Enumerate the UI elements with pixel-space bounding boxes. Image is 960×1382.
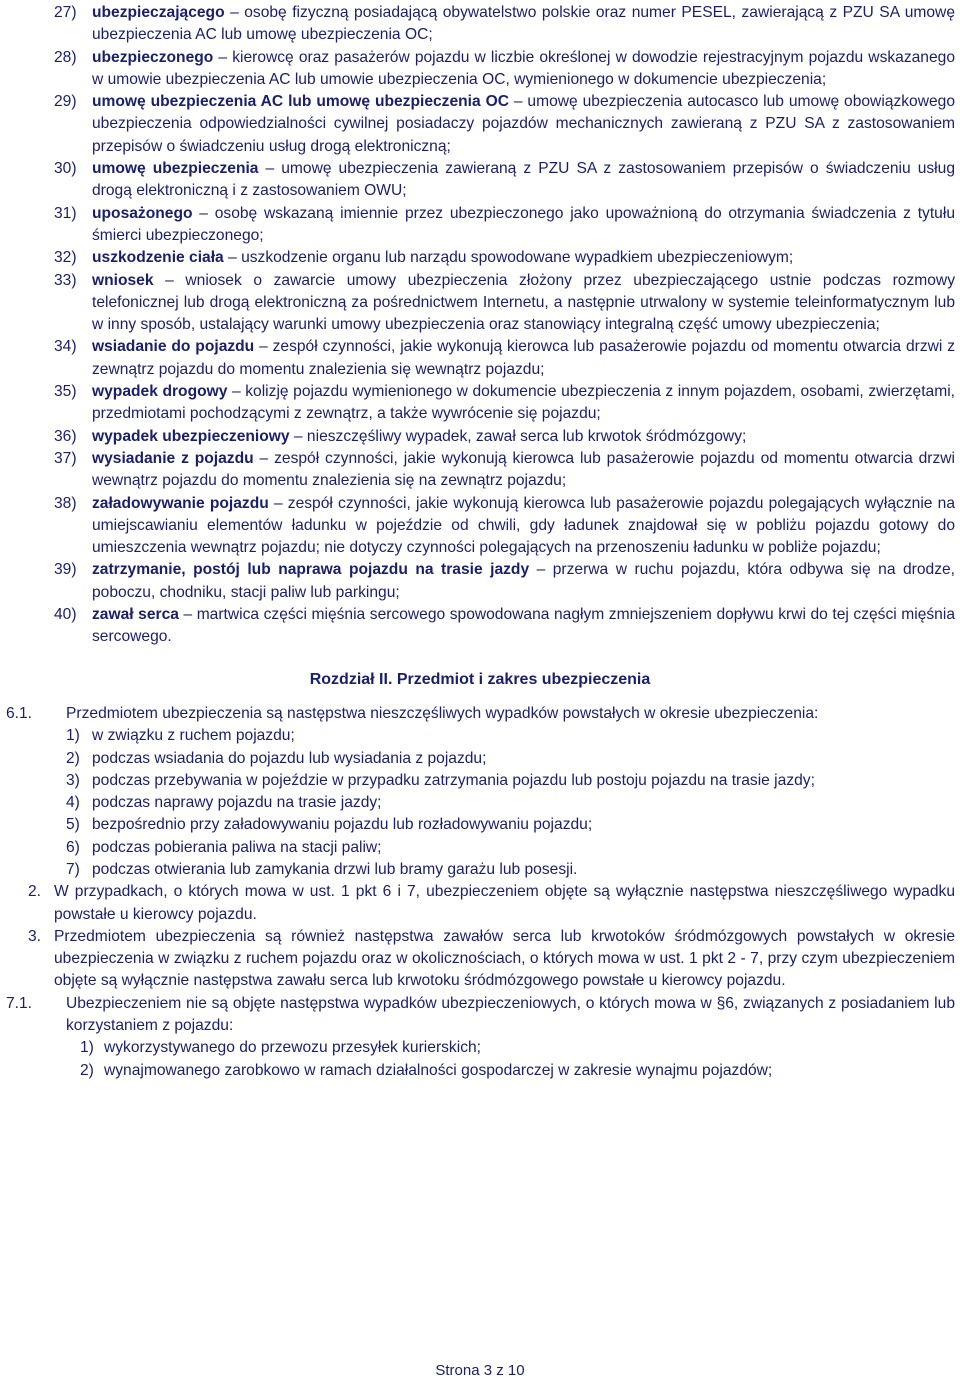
- list-item-text: podczas pobierania paliwa na stacji paliw;: [92, 838, 382, 856]
- definition-text: – osobę fizyczną posiadającą obywatelstwo polskie oraz numer PESEL, zawierającą z PZU SA umowę ubezpieczenia AC lub umowę ubezpieczenia OC;: [92, 4, 955, 44]
- paragraph-6-2: [0, 881, 960, 926]
- definition-term: ubezpieczającego: [92, 4, 225, 21]
- definition-item: [0, 426, 960, 448]
- list-item-text: wynajmowanego zarobkowo w ramach działalności gospodarczej w zakresie wynajmu pojazdów;: [104, 1061, 773, 1079]
- definition-text: – martwica części mięśnia sercowego spowodowana nagłym zmniejszeniem dopływu krwi do tej części mięśnia sercowego.: [92, 606, 955, 646]
- list-item: [0, 859, 960, 881]
- list-item-text: podczas otwierania lub zamykania drzwi lub bramy garażu lub posesji.: [92, 860, 578, 878]
- definition-number: 33): [54, 271, 77, 289]
- definition-text: – kolizję pojazdu wymienionego w dokumencie ubezpieczenia z innym pojazdem, osobami, zwierzętami, przedmiotami pochodzącymi z zewnątrz, a także wywrócenie się pojazdu;: [92, 383, 955, 423]
- definition-item: [0, 381, 960, 426]
- definition-number: 30): [54, 160, 77, 178]
- definition-term: zatrzymanie, postój lub naprawa pojazdu na trasie jazdy: [92, 561, 530, 579]
- list-item: [0, 837, 960, 859]
- definition-term: wniosek: [92, 271, 154, 289]
- paragraph-7-1: [0, 993, 960, 1038]
- definition-text: – zespół czynności, jakie wykonują kierowca lub pasażerowie pojazdu polegających wyłącznie na umiejscawianiu elementów ładunku w pojeździe od chwili, gdy ładunek znajdował się w pobliżu pojazdu gotowy do umieszczenia wewnątrz pojazdu; nie dotyczy czynności polegających na przenoszeniu ładunku w pobliże pojazdu;: [92, 494, 955, 557]
- definition-number: 35): [54, 383, 77, 401]
- definition-number: 40): [54, 606, 77, 624]
- definition-text: – wniosek o zawarcie umowy ubezpieczenia złożony przez ubezpieczającego ustnie podczas rozmowy telefonicznej lub drogą elektroniczną za pośrednictwem Internetu, a następnie utrwalony w systemie teleinformatycznym lub w inny sposób, ustalający warunki umowy ubezpieczenia oraz stanowiący integralną część umowy ubezpieczenia;: [92, 271, 955, 334]
- list-item-text: podczas naprawy pojazdu na trasie jazdy;: [92, 794, 382, 812]
- definition-term: uposażonego: [92, 204, 193, 222]
- list-item: [0, 770, 960, 792]
- list-item: [0, 748, 960, 770]
- chapter-title: Rozdział II. Przedmiot i zakres ubezpieczenia: [309, 670, 651, 688]
- paragraph-text: Przedmiotem ubezpieczenia są następstwa nieszczęśliwych wypadków powstałych w okresie ubezpieczenia:: [66, 704, 819, 722]
- list-item-text: bezpośrednio przy załadowywaniu pojazdu lub rozładowywaniu pojazdu;: [92, 816, 593, 834]
- definition-text: – kierowcę oraz pasażerów pojazdu w liczbie określonej w dowodzie rejestracyjnym pojazdu wskazanego w umowie ubezpieczenia AC lub umowie ubezpieczenia OC, wymienionego w dokumencie ubezpieczenia;: [92, 48, 955, 88]
- definition-item: [0, 448, 960, 493]
- definition-term: wsiadanie do pojazdu: [92, 338, 255, 356]
- definition-item: [0, 203, 960, 248]
- definition-term: wysiadanie z pojazdu: [92, 449, 254, 467]
- list-item-text: w związku z ruchem pojazdu;: [92, 727, 295, 745]
- definition-term: wypadek drogowy: [92, 383, 228, 401]
- paragraph-number: 6.1.: [6, 704, 33, 722]
- definition-number: 39): [54, 561, 77, 579]
- definition-term: zawał serca: [92, 606, 179, 624]
- definition-item: [0, 270, 960, 337]
- definition-term: wypadek ubezpieczeniowy: [92, 427, 290, 445]
- definition-item: [0, 247, 960, 269]
- list-item-text: podczas przebywania w pojeździe w przypadku zatrzymania pojazdu lub postoju pojazdu na trasie jazdy;: [92, 771, 815, 789]
- paragraph-number: 3.: [28, 927, 42, 945]
- list-item-number: 7): [66, 860, 80, 878]
- list-item: [0, 814, 960, 836]
- definition-number: 27): [54, 4, 77, 21]
- definition-text: – osobę wskazaną imiennie przez ubezpieczonego jako upoważnioną do otrzymania świadczenia z tytułu śmierci ubezpieczonego;: [92, 204, 955, 244]
- paragraph-6-1: [0, 703, 960, 725]
- definition-text: – zespół czynności, jakie wykonują kierowca lub pasażerowie pojazdu od momentu otwarcia drzwi wewnątrz pojazdu do momentu znalezienia się na zewnątrz pojazdu;: [92, 449, 956, 490]
- list-item-number: 1): [66, 727, 80, 745]
- list-item: [0, 1037, 960, 1059]
- definition-item: [0, 493, 960, 560]
- definitions-list: [0, 2, 960, 649]
- paragraph-6-3: [0, 926, 960, 993]
- list-item-number: 3): [66, 771, 80, 789]
- definition-term: ubezpieczonego: [92, 48, 214, 66]
- definition-item: [0, 158, 960, 203]
- paragraph-number: 7.1.: [6, 994, 33, 1012]
- definition-item: [0, 47, 960, 92]
- definition-number: 34): [54, 338, 77, 356]
- paragraph-6-items: [0, 725, 960, 881]
- definition-number: 32): [54, 249, 77, 267]
- list-item: [0, 792, 960, 814]
- list-item-number: 2): [80, 1061, 94, 1079]
- definition-term: umowę ubezpieczenia: [92, 160, 259, 178]
- definition-term: umowę ubezpieczenia AC lub umowę ubezpieczenia OC: [92, 93, 509, 111]
- definition-text: – umowę ubezpieczenia autocasco lub umowę obowiązkowego ubezpieczenia odpowiedzialności cywilnej posiadaczy pojazdów mechanicznych zawieraną z PZU SA z zastosowaniem przepisów o świadczeniu usług drogą elektroniczną;: [92, 93, 955, 155]
- definition-text: – uszkodzenie organu lub narządu spowodowane wypadkiem ubezpieczeniowym;: [223, 249, 794, 267]
- definition-number: 31): [54, 204, 77, 222]
- paragraph-number: 2.: [28, 883, 42, 901]
- list-item: [0, 725, 960, 747]
- document-page: [0, 2, 960, 1082]
- definition-item: [0, 559, 960, 604]
- list-item: [0, 1060, 960, 1082]
- definition-item: [0, 336, 960, 381]
- list-item-number: 4): [66, 794, 80, 812]
- definition-text: – przerwa w ruchu pojazdu, która odbywa się na drodze, poboczu, chodniku, stacji paliw lub parkingu;: [92, 561, 956, 601]
- definition-item: [0, 2, 960, 47]
- paragraph-text: Przedmiotem ubezpieczenia są również następstwa zawałów serca lub krwotoków śródmózgowych powstałych w okresie ubezpieczenia w związku z ruchem pojazdu oraz w okolicznościach, o których mowa w ust. 1 pkt 2 - 7, przy czym ubezpieczeniem objęte są wyłącznie następstwa zawału serca lub krwotoku śródmózgowego powstałe u kierowcy pojazdu.: [54, 927, 955, 990]
- definition-term: załadowywanie pojazdu: [92, 494, 269, 512]
- list-item-number: 2): [66, 749, 80, 767]
- definition-number: 38): [54, 494, 77, 512]
- list-item-text: podczas wsiadania do pojazdu lub wysiadania z pojazdu;: [92, 749, 487, 767]
- definition-text: – zespół czynności, jakie wykonują kierowca lub pasażerowie pojazdu od momentu otwarcia drzwi z zewnątrz pojazdu do momentu znalezienia się wewnątrz pojazdu;: [92, 338, 956, 378]
- page-footer: Strona 3 z 10: [435, 1362, 525, 1379]
- list-item-text: wykorzystywanego do przewozu przesyłek kurierskich;: [104, 1039, 481, 1057]
- definition-text: – nieszczęśliwy wypadek, zawał serca lub krwotok śródmózgowy;: [289, 427, 747, 445]
- list-item-number: 5): [66, 816, 80, 834]
- definition-text: – umowę ubezpieczenia zawieraną z PZU SA z zastosowaniem przepisów o świadczeniu usług drogą elektroniczną i z zastosowaniem OWU;: [92, 160, 955, 200]
- definition-number: 29): [54, 93, 77, 111]
- paragraph-7-items: [0, 1037, 960, 1082]
- list-item-number: 1): [80, 1039, 94, 1057]
- definition-number: 37): [54, 449, 77, 467]
- definition-number: 36): [54, 427, 77, 445]
- definition-item: [0, 604, 960, 649]
- list-item-number: 6): [66, 838, 80, 856]
- paragraph-text: W przypadkach, o których mowa w ust. 1 pkt 6 i 7, ubezpieczeniem objęte są wyłącznie następstwa nieszczęśliwego wypadku powstałe u kierowcy pojazdu.: [54, 883, 955, 923]
- definition-item: [0, 91, 960, 158]
- paragraph-text: Ubezpieczeniem nie są objęte następstwa wypadków ubezpieczeniowych, o których mowa w §6, związanych z posiadaniem lub korzystaniem z pojazdu:: [66, 994, 955, 1035]
- definition-term: uszkodzenie ciała: [92, 249, 224, 267]
- definition-number: 28): [54, 48, 77, 66]
